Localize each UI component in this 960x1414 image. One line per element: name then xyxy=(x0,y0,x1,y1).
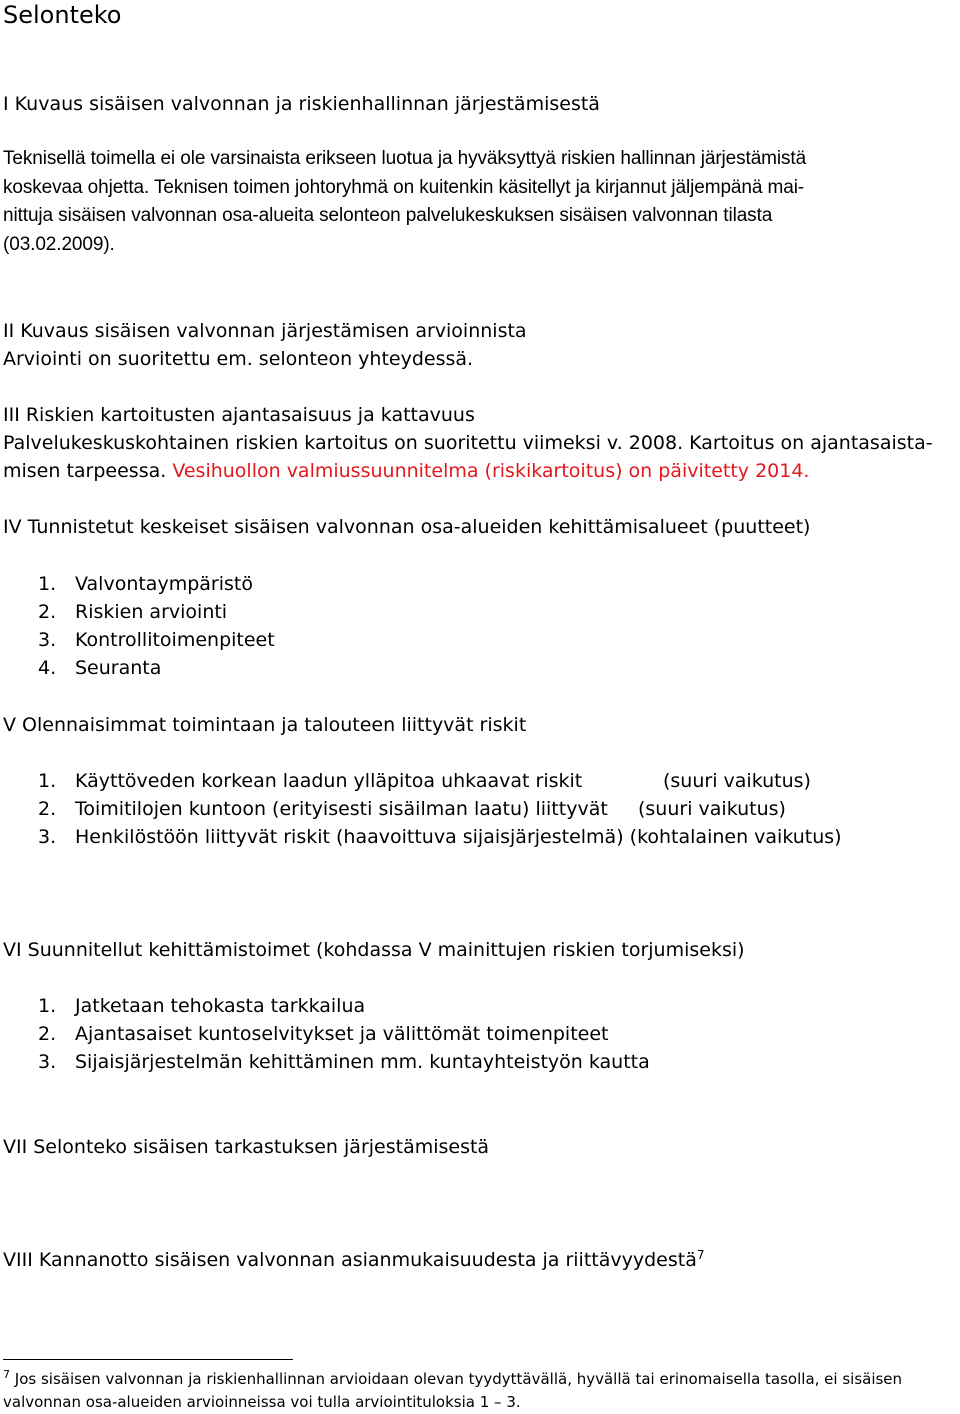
section-1-heading: I Kuvaus sisäisen valvonnan ja riskienhallinnan järjestämisestä xyxy=(3,93,600,115)
page-title: Selonteko xyxy=(3,1,122,29)
list-number: 3. xyxy=(38,826,57,848)
section-1-line: Teknisellä toimella ei ole varsinaista erikseen luotua ja hyväksyttyä riskien hallinnan järjestämistä xyxy=(3,148,807,169)
list-item xyxy=(38,1020,650,1048)
section-2-heading: II Kuvaus sisäisen valvonnan järjestämisen arvioinnista xyxy=(3,320,527,342)
section-1-line: koskevaa ohjetta. Teknisen toimen johtoryhmä on kuitenkin käsitellyt ja kirjannut jäljempänä mai- xyxy=(3,176,805,198)
section-1-paragraph xyxy=(3,145,806,259)
list-item xyxy=(38,823,842,851)
section-6-list xyxy=(38,992,650,1076)
list-number: 3. xyxy=(38,629,57,651)
list-number: 1. xyxy=(38,995,57,1017)
list-item xyxy=(38,795,842,823)
impact-label: (suuri vaikutus) xyxy=(663,770,811,792)
section-5-list xyxy=(38,767,842,851)
section-4-list xyxy=(38,570,275,682)
list-item xyxy=(38,1048,650,1076)
list-number: 1. xyxy=(38,770,57,792)
list-text: Kontrollitoimenpiteet xyxy=(75,629,275,651)
list-number: 1. xyxy=(38,573,57,595)
list-number: 3. xyxy=(38,1051,57,1073)
footnote-divider xyxy=(3,1359,293,1360)
list-text: Toimitilojen kuntoon (erityisesti sisäilman laatu) liittyvät xyxy=(75,798,608,820)
list-text: Käyttöveden korkean laadun ylläpitoa uhkaavat riskit xyxy=(75,770,583,792)
impact-label: (suuri vaikutus) xyxy=(638,798,786,820)
footnote-line xyxy=(3,1368,902,1391)
footnote-line: valvonnan osa-alueiden arvioinneissa voi tulla arviointituloksia 1 – 3. xyxy=(3,1393,521,1411)
section-3-line-1: Palvelukeskuskohtainen riskien kartoitus on suoritettu viimeksi v. 2008. Kartoitus on ajantasaista- xyxy=(3,432,933,454)
section-1-line: (03.02.2009). xyxy=(3,233,115,255)
footnote xyxy=(3,1368,902,1414)
list-text: Jatketaan tehokasta tarkkailua xyxy=(75,995,366,1017)
section-4-heading: IV Tunnistetut keskeiset sisäisen valvonnan osa-alueiden kehittämisalueet (puutteet) xyxy=(3,516,811,538)
list-text: Ajantasaiset kuntoselvitykset ja välittömät toimenpiteet xyxy=(75,1023,609,1045)
footnote-text: Jos sisäisen valvonnan ja riskienhallinnan arvioidaan olevan tyydyttävällä, hyvällä tai erinomaisella tasolla, ei sisäisen xyxy=(14,1370,903,1388)
section-1-line: nittuja sisäisen valvonnan osa-alueita selonteon palvelukeskuksen sisäisen valvonnan tilasta xyxy=(3,205,773,226)
list-item xyxy=(38,598,275,626)
list-number: 4. xyxy=(38,657,57,679)
list-text: Henkilöstöön liittyvät riskit (haavoittuva sijaisjärjestelmä) (kohtalainen vaikutus) xyxy=(75,826,842,848)
list-item xyxy=(38,626,275,654)
list-number: 2. xyxy=(38,601,57,623)
section-5-heading: V Olennaisimmat toimintaan ja talouteen liittyvät riskit xyxy=(3,714,527,736)
list-number: 2. xyxy=(38,798,57,820)
footnote-marker: 7 xyxy=(3,1368,10,1381)
section-3-line-2-text: misen tarpeessa. xyxy=(3,460,173,482)
section-8-heading-text: VIII Kannanotto sisäisen valvonnan asianmukaisuudesta ja riittävyydestä xyxy=(3,1249,697,1271)
section-6-heading: VI Suunnitellut kehittämistoimet (kohdassa V mainittujen riskien torjumiseksi) xyxy=(3,939,745,961)
list-item xyxy=(38,654,275,682)
list-text: Valvontaympäristö xyxy=(75,573,253,595)
footnote-reference: 7 xyxy=(696,1248,705,1262)
list-item xyxy=(38,767,842,795)
list-number: 2. xyxy=(38,1023,57,1045)
list-item xyxy=(38,992,650,1020)
section-8-heading xyxy=(3,1246,704,1274)
list-item xyxy=(38,570,275,598)
section-3-heading: III Riskien kartoitusten ajantasaisuus ja kattavuus xyxy=(3,404,475,426)
section-7-heading: VII Selonteko sisäisen tarkastuksen järjestämisestä xyxy=(3,1136,490,1158)
section-3-updated-note: Vesihuollon valmiussuunnitelma (riskikartoitus) on päivitetty 2014. xyxy=(172,460,810,482)
section-2-body: Arviointi on suoritettu em. selonteon yhteydessä. xyxy=(3,348,474,370)
section-3-line-2 xyxy=(3,457,809,485)
list-text: Riskien arviointi xyxy=(75,601,228,623)
list-text: Sijaisjärjestelmän kehittäminen mm. kuntayhteistyön kautta xyxy=(75,1051,650,1073)
list-text: Seuranta xyxy=(75,657,162,679)
